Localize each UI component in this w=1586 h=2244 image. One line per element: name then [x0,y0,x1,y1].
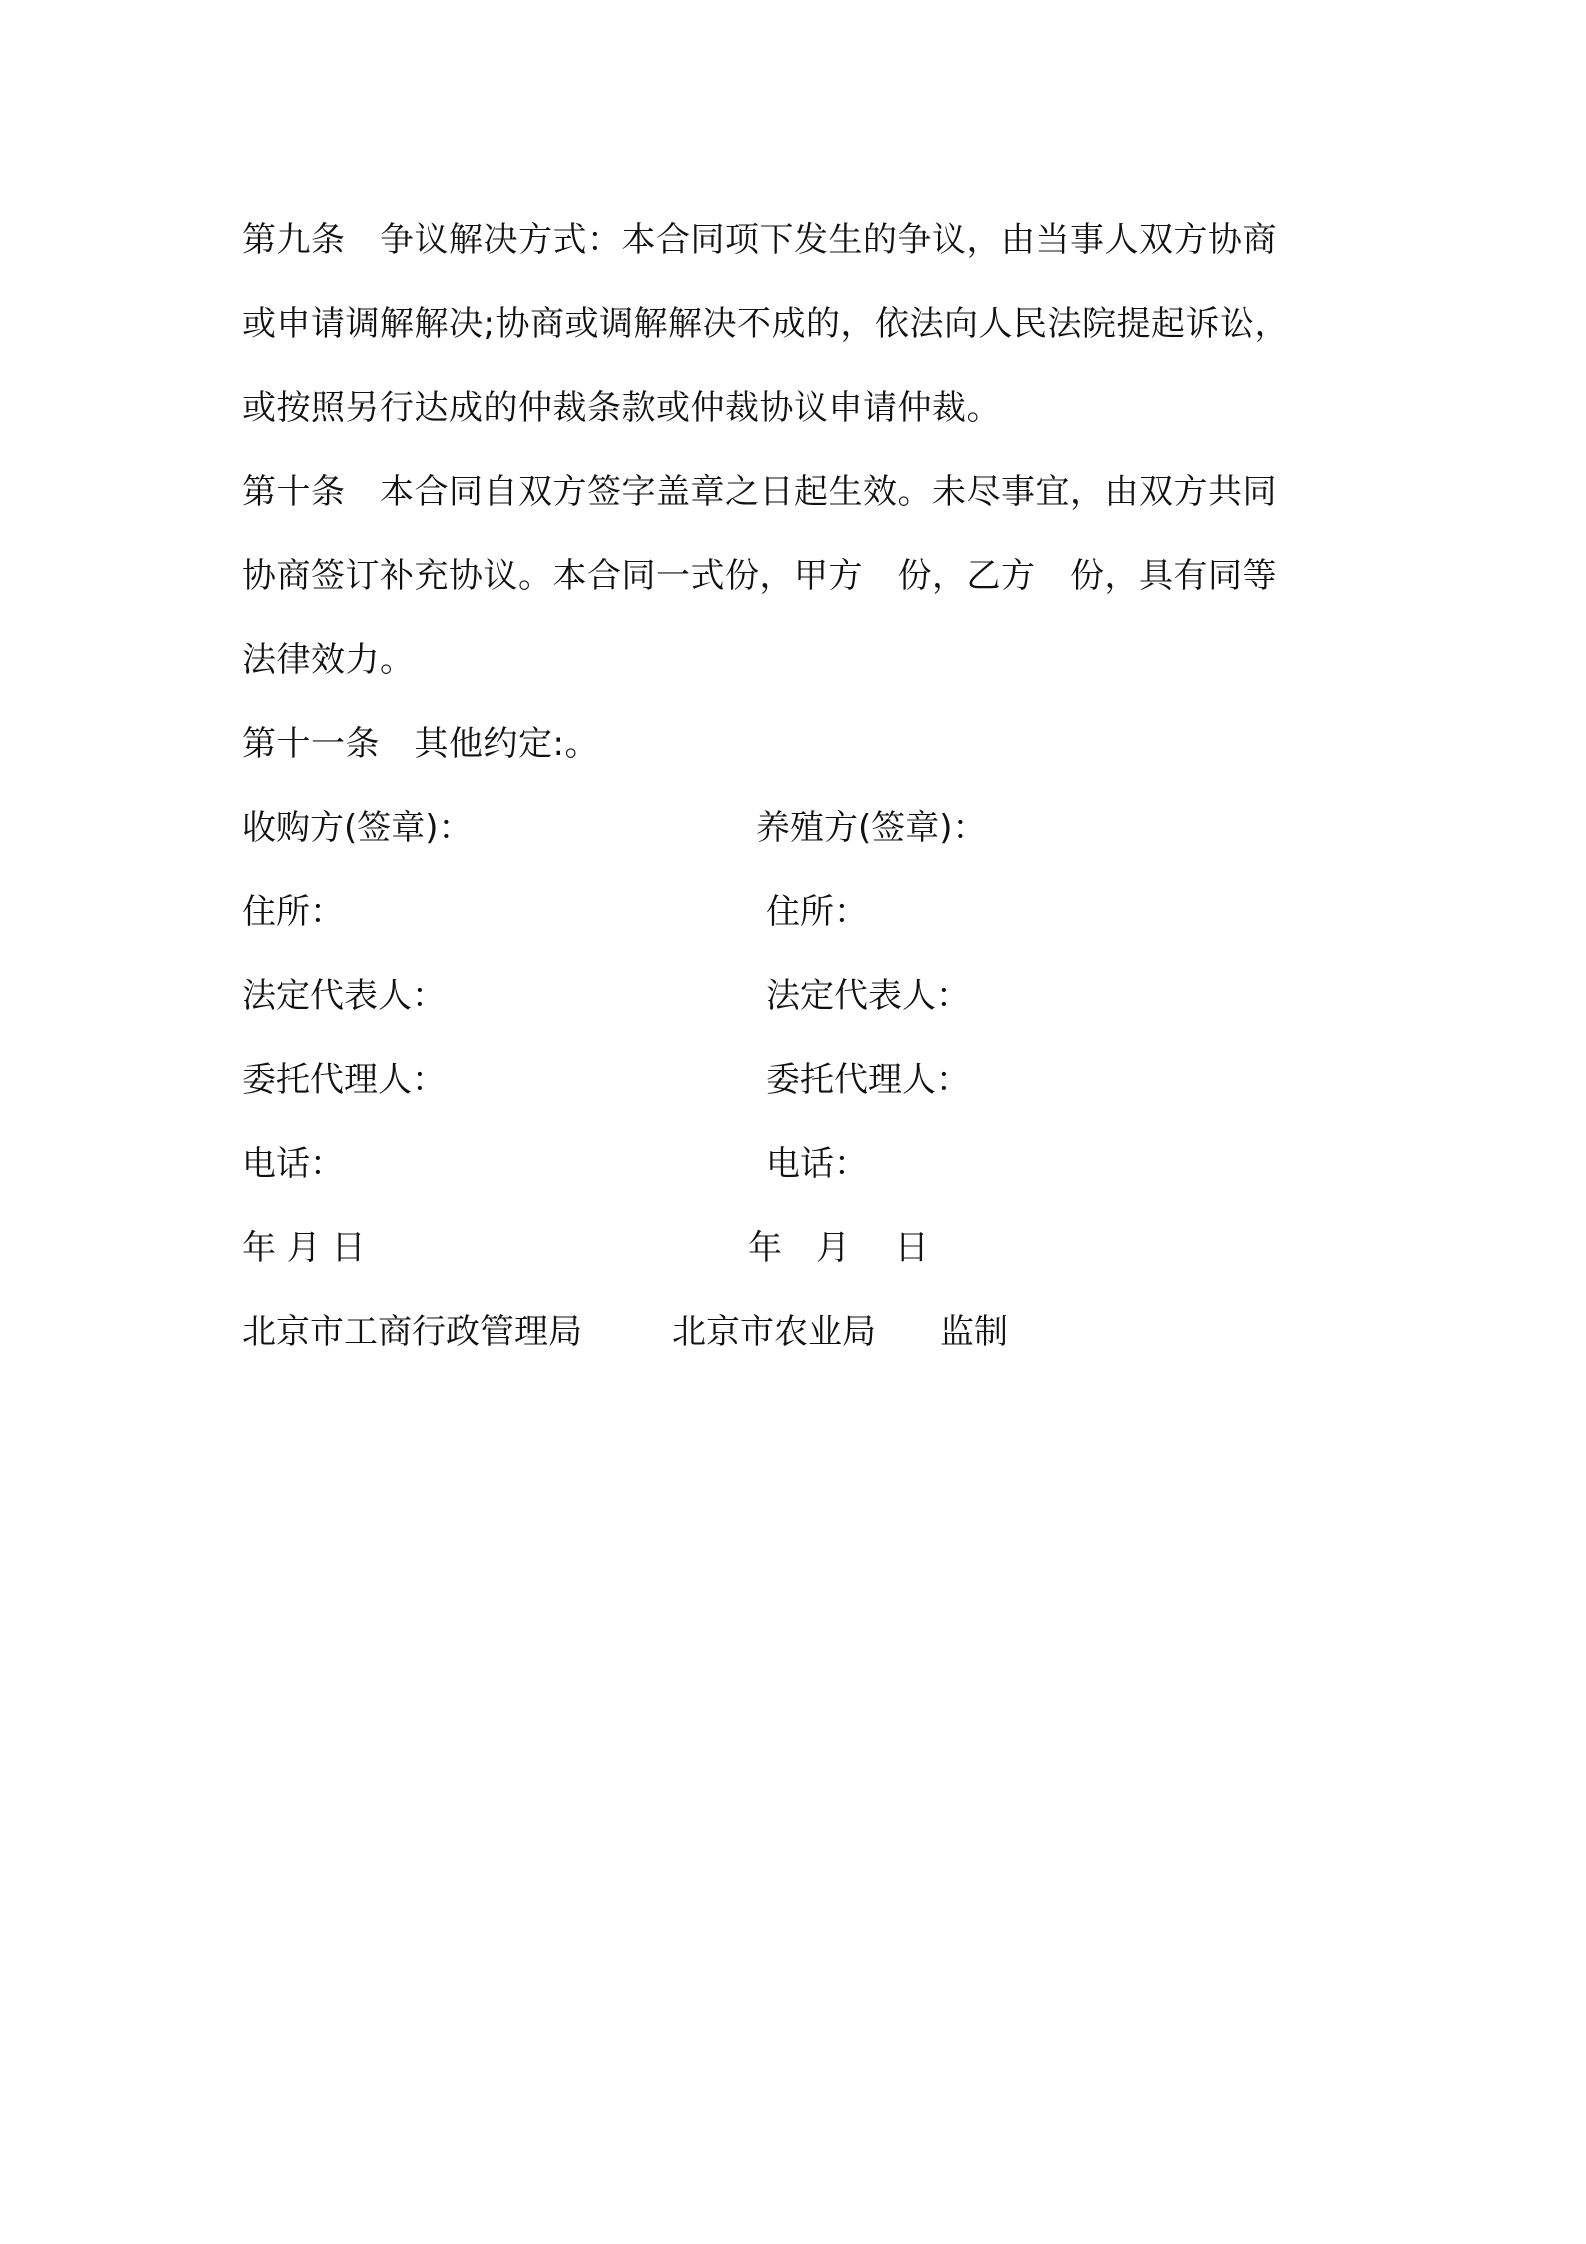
buyer-agent-label: 委托代理人： [242,1060,446,1100]
article-10-line-3: 法律效力。 [242,640,415,680]
article-10-line-1: 第十条 本合同自双方签字盖章之日起生效。未尽事宜，由双方共同 [242,472,1277,512]
document-content [242,198,1362,1374]
buyer-legal-rep-label: 法定代表人： [242,976,446,1016]
signature-row-legal-rep [242,954,1362,1038]
article-10-line-2: 协商签订补充协议。本合同一式份，甲方 份，乙方 份，具有同等 [242,556,1277,596]
farmer-date-label: 年 月 日 [748,1228,929,1268]
farmer-seal-label: 养殖方(签章)： [756,808,987,848]
signature-row-phone [242,1122,1362,1206]
signature-row-date [242,1206,1362,1290]
farmer-address-label: 住所： [766,892,868,932]
article-9-line-3: 或按照另行达成的仲裁条款或仲裁协议申请仲裁。 [242,388,1001,428]
signature-row-address [242,870,1362,954]
signature-row-agent [242,1038,1362,1122]
article-11-line-1: 第十一条 其他约定:。 [242,724,599,764]
supervise-label: 监制 [940,1312,1008,1352]
buyer-date-label: 年 月 日 [242,1228,366,1268]
farmer-agent-label: 委托代理人： [766,1060,970,1100]
footer-issuers [242,1290,1362,1374]
signature-row-seal [242,786,1362,870]
buyer-address-label: 住所： [242,892,344,932]
article-9-line-2: 或申请调解解决;协商或调解解决不成的，依法向人民法院提起诉讼， [242,304,1289,344]
issuer-agriculture: 北京市农业局 [672,1312,876,1352]
farmer-legal-rep-label: 法定代表人： [766,976,970,1016]
issuer-industry-commerce: 北京市工商行政管理局 [242,1312,582,1352]
farmer-phone-label: 电话： [766,1144,868,1184]
buyer-seal-label: 收购方(签章)： [242,808,473,848]
buyer-phone-label: 电话： [242,1144,344,1184]
article-9-line-1: 第九条 争议解决方式：本合同项下发生的争议，由当事人双方协商 [242,220,1277,260]
